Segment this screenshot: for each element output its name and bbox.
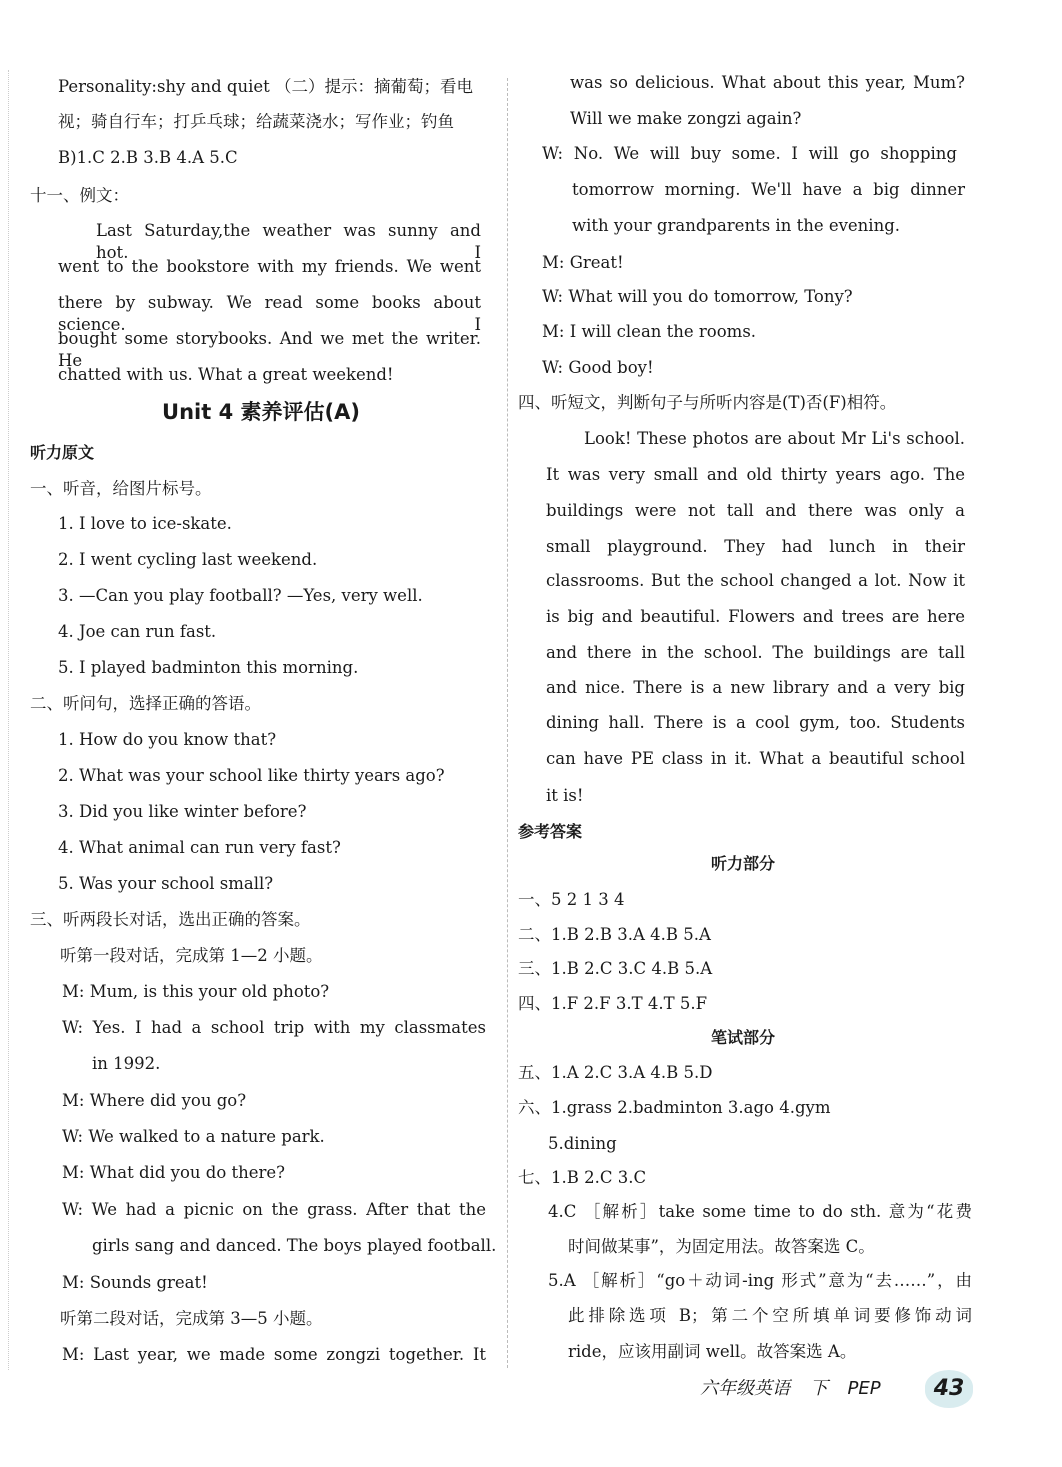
instruction-line: 听第二段对话，完成第 3—5 小题。 — [60, 1309, 323, 1328]
explanation-line: 4.C ［解析］take some time to do sth. 意为“花费 — [548, 1202, 972, 1221]
section-title: 参考答案 — [518, 822, 583, 841]
subsection-title: 听力部分 — [710, 854, 775, 873]
section-title: 听力原文 — [30, 443, 95, 462]
dialogue-line: was so delicious. What about this year, Mum? — [570, 73, 965, 92]
answer-line: 5.dining — [548, 1134, 617, 1153]
dialogue-line: W: Yes. I had a school trip with my classmates — [62, 1018, 486, 1037]
passage-line: Look! These photos are about Mr Li's school. — [584, 429, 965, 448]
dialogue-line: with your grandparents in the evening. — [572, 216, 901, 235]
footer-edition: PEP — [847, 1378, 881, 1399]
dialogue-line: Will we make zongzi again? — [570, 109, 802, 128]
list-item: 1. I love to ice-skate. — [58, 514, 232, 533]
passage-line: dining hall. There is a cool gym, too. Students — [546, 713, 965, 732]
passage-line: and there in the school. The buildings are tall — [546, 643, 965, 662]
question-heading: 一、听音，给图片标号。 — [30, 479, 212, 498]
answer-line: 六、1.grass 2.badminton 3.ago 4.gym — [518, 1098, 831, 1117]
list-item: 3. —Can you play football? —Yes, very well. — [58, 586, 423, 605]
passage-line: is big and beautiful. Flowers and trees are here — [546, 607, 965, 626]
list-item: 3. Did you like winter before? — [58, 802, 307, 821]
essay-line: chatted with us. What a great weekend! — [58, 365, 394, 384]
answer-line: 五、1.A 2.C 3.A 4.B 5.D — [518, 1063, 713, 1082]
instruction-line: 听第一段对话，完成第 1—2 小题。 — [60, 946, 323, 965]
list-item: 1. How do you know that? — [58, 730, 277, 749]
page-footer — [700, 1374, 895, 1400]
question-heading: 二、听问句，选择正确的答语。 — [30, 694, 261, 713]
page-number: 43 — [925, 1370, 973, 1408]
unit-title: Unit 4 素养评估(A) — [162, 400, 360, 424]
essay-line: there by subway. We read some books about science. I — [58, 293, 481, 334]
list-item: 5. Was your school small? — [58, 874, 274, 893]
answer-line: 七、1.B 2.C 3.C — [518, 1168, 647, 1187]
subsection-title: 笔试部分 — [710, 1028, 775, 1047]
dialogue-line: M: Mum, is this your old photo? — [62, 982, 330, 1001]
answer-line: 四、1.F 2.F 3.T 4.T 5.F — [518, 994, 708, 1013]
list-item: 2. I went cycling last weekend. — [58, 550, 318, 569]
text-line: 视；骑自行车；打乒乓球；给蔬菜浇水；写作业；钓鱼 — [58, 112, 454, 131]
passage-line: it is! — [546, 786, 584, 805]
essay-line: went to the bookstore with my friends. We went — [58, 257, 481, 276]
dialogue-line: M: Sounds great! — [62, 1273, 208, 1292]
footer-grade: 六年级英语 — [700, 1378, 790, 1399]
explanation-line: ride，应该用副词 well。故答案选 A。 — [568, 1342, 857, 1361]
question-heading: 四、听短文，判断句子与所听内容是(T)否(F)相符。 — [518, 393, 897, 412]
list-item: 4. What animal can run very fast? — [58, 838, 341, 857]
explanation-line: 此排除选项 B；第二个空所填单词要修饰动词 — [568, 1306, 972, 1325]
explanation-line: 时间做某事”，为固定用法。故答案选 C。 — [568, 1237, 875, 1256]
dialogue-line: M: Last year, we made some zongzi together. It — [62, 1345, 486, 1364]
dialogue-line: girls sang and danced. The boys played football. — [92, 1236, 497, 1255]
list-item: 2. What was your school like thirty years ago? — [58, 766, 445, 785]
dialogue-line: W: We walked to a nature park. — [62, 1127, 325, 1146]
passage-line: buildings were not tall and there was only a — [546, 501, 965, 520]
answer-line: 一、5 2 1 3 4 — [518, 890, 625, 909]
answer-line: 三、1.B 2.C 3.C 4.B 5.A — [518, 959, 713, 978]
dialogue-line: tomorrow morning. We'll have a big dinner — [572, 180, 965, 199]
dialogue-line: M: What did you do there? — [62, 1163, 286, 1182]
dialogue-line: W: No. We will buy some. I will go shopping — [542, 144, 957, 163]
passage-line: and nice. There is a new library and a very big — [546, 678, 965, 697]
list-item: 4. Joe can run fast. — [58, 622, 217, 641]
passage-line: small playground. They had lunch in their — [546, 537, 965, 556]
dialogue-line: M: I will clean the rooms. — [542, 322, 757, 341]
dialogue-line: W: Good boy! — [542, 358, 654, 377]
essay-line: bought some storybooks. And we met the writer. He — [58, 329, 481, 370]
essay-line: Last Saturday,the weather was sunny and hot. I — [96, 221, 481, 262]
question-heading: 三、听两段长对话，选出正确的答案。 — [30, 910, 311, 929]
passage-line: It was very small and old thirty years ago. The — [546, 465, 965, 484]
answer-line: B)1.C 2.B 3.B 4.A 5.C — [58, 148, 238, 167]
dialogue-line: M: Great! — [542, 253, 624, 272]
list-item: 5. I played badminton this morning. — [58, 658, 359, 677]
dialogue-line: W: We had a picnic on the grass. After that the — [62, 1200, 486, 1219]
section-heading: 十一、例文： — [30, 186, 129, 205]
dialogue-line: in 1992. — [92, 1054, 161, 1073]
passage-line: can have PE class in it. What a beautiful school — [546, 749, 965, 768]
margin-rule — [8, 70, 9, 1370]
answer-line: 二、1.B 2.B 3.A 4.B 5.A — [518, 925, 711, 944]
footer-volume: 下 — [809, 1378, 828, 1399]
column-divider — [507, 78, 508, 1368]
dialogue-line: W: What will you do tomorrow, Tony? — [542, 287, 853, 306]
passage-line: classrooms. But the school changed a lot. Now it — [546, 571, 965, 590]
dialogue-line: M: Where did you go? — [62, 1091, 247, 1110]
explanation-line: 5.A ［解析］“go＋动词-ing 形式”意为“去……”，由 — [548, 1271, 972, 1290]
text-line: Personality:shy and quiet （二）提示：摘葡萄；看电 — [58, 77, 473, 96]
